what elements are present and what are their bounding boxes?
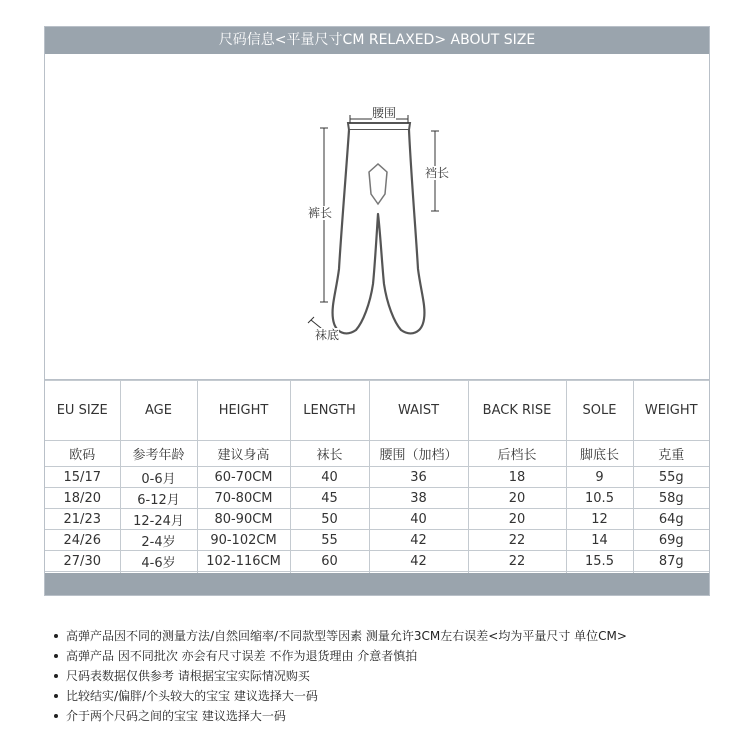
footer-band [45, 573, 709, 595]
note-text: 比较结实/偏胖/个头较大的宝宝 建议选择大一码 [66, 689, 318, 703]
cell-back-rise: 20 [468, 509, 566, 530]
cell-height: 102-116CM [197, 551, 290, 572]
cell-eu-size: 15/17 [45, 467, 120, 488]
note-text: 高弹产品因不同的测量方法/自然回缩率/不同款型等因素 测量允许3CM左右误差<均为平量尺寸 单位CM> [66, 629, 627, 643]
header-zh-eu-size: 欧码 [45, 441, 120, 467]
cell-sole: 15.5 [566, 551, 633, 572]
list-item [54, 686, 627, 706]
cell-length: 45 [290, 488, 369, 509]
cell-waist: 40 [369, 509, 468, 530]
table-row [45, 488, 709, 509]
cell-age: 4-6岁 [120, 551, 197, 572]
size-chart-panel [44, 26, 710, 596]
cell-sole: 12 [566, 509, 633, 530]
table-header-zh [45, 441, 709, 467]
list-item [54, 646, 627, 666]
size-table [45, 380, 709, 593]
size-notes [54, 626, 627, 726]
table-row [45, 530, 709, 551]
cell-weight: 69g [633, 530, 709, 551]
cell-weight: 58g [633, 488, 709, 509]
cell-back-rise: 22 [468, 530, 566, 551]
header-zh-sole: 脚底长 [566, 441, 633, 467]
cell-age: 2-4岁 [120, 530, 197, 551]
header-length: LENGTH [290, 381, 369, 441]
header-waist: WAIST [369, 381, 468, 441]
cell-weight: 64g [633, 509, 709, 530]
note-text: 介于两个尺码之间的宝宝 建议选择大一码 [66, 709, 286, 723]
header-eu-size: EU SIZE [45, 381, 120, 441]
tights-diagram [45, 54, 709, 380]
header-sole: SOLE [566, 381, 633, 441]
cell-age: 12-24月 [120, 509, 197, 530]
cell-weight: 55g [633, 467, 709, 488]
waist-label: 腰围 [372, 106, 397, 120]
bullet-icon [54, 674, 58, 678]
header-zh-waist: 腰围（加档） [369, 441, 468, 467]
header-back-rise: BACK RISE [468, 381, 566, 441]
list-item [54, 706, 627, 726]
header-age: AGE [120, 381, 197, 441]
cell-back-rise: 22 [468, 551, 566, 572]
cell-length: 55 [290, 530, 369, 551]
cell-waist: 42 [369, 551, 468, 572]
cell-eu-size: 24/26 [45, 530, 120, 551]
cell-eu-size: 18/20 [45, 488, 120, 509]
sole-label: 袜底 [315, 328, 340, 342]
table-row [45, 467, 709, 488]
tights-illustration [45, 54, 709, 379]
cell-height: 70-80CM [197, 488, 290, 509]
cell-age: 6-12月 [120, 488, 197, 509]
bullet-icon [54, 654, 58, 658]
cell-sole: 9 [566, 467, 633, 488]
bullet-icon [54, 714, 58, 718]
cell-waist: 38 [369, 488, 468, 509]
table-row [45, 551, 709, 572]
cell-waist: 36 [369, 467, 468, 488]
length-label: 裤长 [308, 206, 333, 220]
table-header-en [45, 381, 709, 441]
rise-label: 裆长 [425, 166, 450, 180]
cell-sole: 14 [566, 530, 633, 551]
bullet-icon [54, 634, 58, 638]
table-row [45, 509, 709, 530]
size-chart-title: 尺码信息<平量尺寸CM RELAXED> ABOUT SIZE [45, 27, 709, 54]
header-weight: WEIGHT [633, 381, 709, 441]
list-item [54, 626, 627, 646]
cell-length: 40 [290, 467, 369, 488]
header-zh-weight: 克重 [633, 441, 709, 467]
cell-waist: 42 [369, 530, 468, 551]
cell-height: 60-70CM [197, 467, 290, 488]
header-zh-back-rise: 后档长 [468, 441, 566, 467]
bullet-icon [54, 694, 58, 698]
header-zh-height: 建议身高 [197, 441, 290, 467]
cell-weight: 87g [633, 551, 709, 572]
header-zh-age: 参考年龄 [120, 441, 197, 467]
cell-length: 50 [290, 509, 369, 530]
cell-eu-size: 27/30 [45, 551, 120, 572]
header-height: HEIGHT [197, 381, 290, 441]
cell-eu-size: 21/23 [45, 509, 120, 530]
cell-back-rise: 20 [468, 488, 566, 509]
cell-length: 60 [290, 551, 369, 572]
cell-age: 0-6月 [120, 467, 197, 488]
note-text: 高弹产品 因不同批次 亦会有尺寸误差 不作为退货理由 介意者慎拍 [66, 649, 418, 663]
header-zh-length: 袜长 [290, 441, 369, 467]
cell-height: 90-102CM [197, 530, 290, 551]
cell-height: 80-90CM [197, 509, 290, 530]
note-text: 尺码表数据仅供参考 请根据宝宝实际情况购买 [66, 669, 310, 683]
list-item [54, 666, 627, 686]
cell-sole: 10.5 [566, 488, 633, 509]
cell-back-rise: 18 [468, 467, 566, 488]
